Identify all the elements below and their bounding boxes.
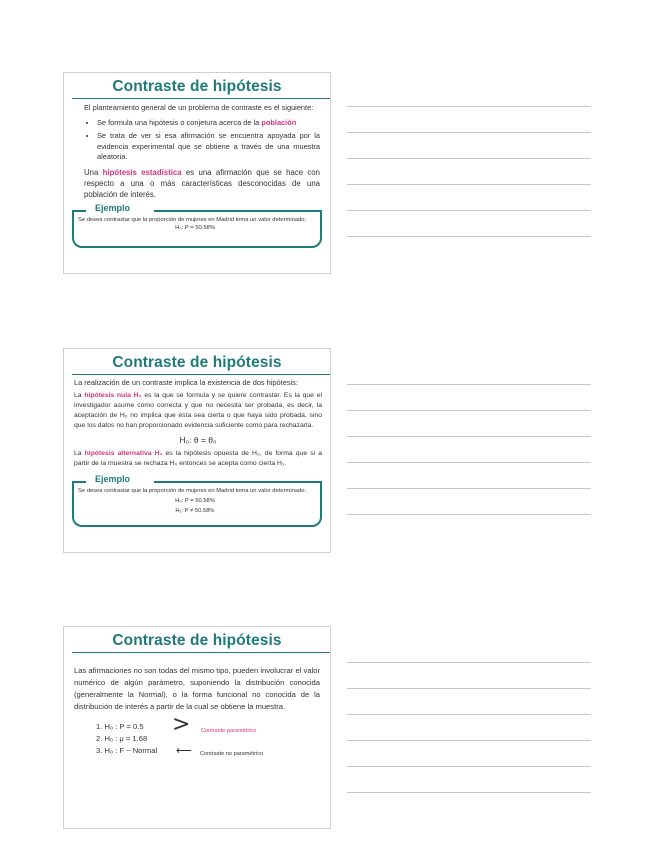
highlight-text: hipótesis nula H₀ — [84, 392, 142, 399]
note-line — [347, 662, 591, 663]
left-arrow-icon: ⟵ — [176, 745, 192, 757]
example-desc: Se desea contrastar que la proporción de mujeres en Madrid toma un valor determinado: — [78, 488, 307, 494]
note-line — [347, 766, 591, 767]
list-item: 1. H₀ : P = 0.5 — [96, 722, 144, 731]
note-line — [347, 236, 591, 237]
example-border — [74, 210, 86, 212]
slide-title: Contraste de hipótesis — [112, 354, 282, 371]
note-line — [347, 688, 591, 689]
note-line — [347, 106, 591, 107]
highlight-text: hipótesis alternativa H₁ — [84, 450, 163, 457]
example-border — [74, 481, 86, 483]
p3-a: La — [74, 450, 85, 457]
note-line — [347, 462, 591, 463]
list-item: 2. H₀ : μ = 1.68 — [96, 734, 148, 743]
highlight-text: hipótesis estadística — [102, 167, 182, 177]
null-hypothesis-text — [74, 391, 322, 431]
null-formula: H₀: θ = θ₀ — [179, 435, 217, 445]
slide-title: Contraste de hipótesis — [112, 632, 282, 649]
example-formula-h0: H₀: P = 50.58% — [175, 498, 215, 504]
note-line — [347, 210, 591, 211]
slide-3 — [63, 626, 331, 829]
list-item — [97, 118, 320, 129]
example-text — [74, 210, 320, 232]
slide-body — [64, 665, 330, 713]
def-a: Una — [84, 167, 103, 177]
title-rule — [72, 652, 330, 653]
example-desc: Se desea contrastar que la proporción de mujeres en Madrid toma un valor determinado: — [78, 216, 307, 223]
highlight-text: población — [261, 117, 297, 127]
note-line — [347, 158, 591, 159]
bullet-text: Se formula una hipótesis o conjetura acerca de la — [97, 117, 262, 127]
slide-body — [64, 99, 330, 200]
slide-1 — [63, 72, 331, 274]
p2-c: es la que se formula y se quiere contrastar. Es la que el investigador asume como correcta y que no necesita ser probada, es decir, la aceptación de H₀ no implica que ésta sea cierta o que haya sido probada, sino que los datos no han proporcionado evidencia suficiente como para rechazarla. — [74, 392, 322, 429]
example-label: Ejemplo — [92, 203, 133, 213]
nonparametric-note: Contraste no paramétrico — [200, 751, 264, 757]
p3-c: es la hipótesis opuesta de H₀, de forma que si a partir de la muestra se rechaza H₀ entonces se acepta como cierta H₁. — [74, 450, 322, 467]
note-line — [347, 184, 591, 185]
example-text — [74, 481, 320, 515]
definition-text — [84, 167, 320, 200]
p2-a: La — [74, 392, 85, 399]
note-line — [347, 132, 591, 133]
alt-hypothesis-text — [74, 449, 322, 469]
intro-text: El planteamiento general de un problema de contraste es el siguiente: — [84, 103, 314, 112]
note-line — [347, 792, 591, 793]
example-formula: H₀: P = 50.58% — [175, 224, 215, 231]
example-border — [154, 210, 320, 212]
def-c: es una afirmación que se hace con respecto a una o más características desconocidas de una población de interés. — [84, 167, 320, 199]
slide-2 — [63, 348, 331, 553]
note-line — [347, 714, 591, 715]
list-item: 3. H₀ : F ~ Normal — [96, 746, 158, 755]
parametric-note: Contraste paramétrico — [201, 728, 257, 734]
intro-text: La realización de un contraste implica la existencia de dos hipótesis: — [74, 378, 298, 387]
note-line — [347, 436, 591, 437]
greater-than-icon: > — [172, 712, 191, 737]
hypothesis-list — [64, 712, 330, 757]
slide-body — [64, 375, 330, 469]
note-line — [347, 740, 591, 741]
example-formula-h1: H₁: P ≠ 50.58% — [175, 508, 215, 514]
note-line — [347, 384, 591, 385]
example-box — [72, 202, 322, 248]
example-label: Ejemplo — [92, 474, 133, 484]
note-line — [347, 488, 591, 489]
intro-text: Las afirmaciones no son todas del mismo tipo, pueden involucrar el valor numérico de algún parámetro, suponiendo la distribución conocida (generalmente la Normal), o la forma funcional no conocida de la distribución de interés a partir de la cual se obtiene la muestra. — [74, 666, 320, 711]
example-box — [72, 474, 322, 527]
list-item: • Se trata de ver si esa afirmación se encuentra apoyada por la evidencia experimental que se obtiene a través de una muestra aleatoria. — [97, 131, 320, 163]
bullet-list — [84, 118, 320, 163]
note-line — [347, 514, 591, 515]
note-line — [347, 410, 591, 411]
example-border — [154, 481, 320, 483]
slide-title: Contraste de hipótesis — [112, 78, 282, 95]
